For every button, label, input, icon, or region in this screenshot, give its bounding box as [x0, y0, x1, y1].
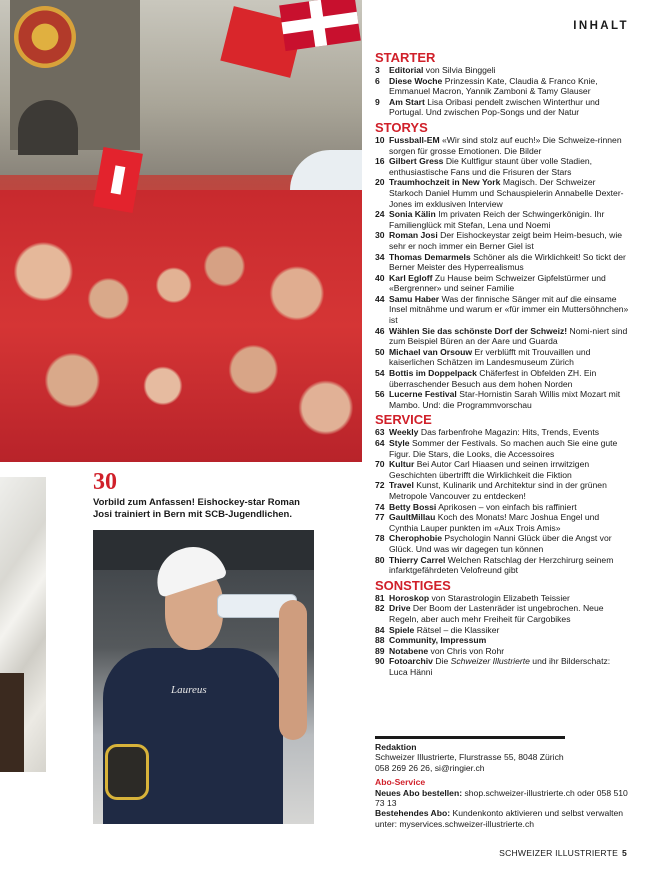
toc-entry: [375, 273, 630, 294]
toc-description: Magisch. Der Schweizer Starkoch Daniel Humm und Schauspielerin Annabelle Dexter-Jones im exklusiven Interview: [389, 177, 624, 209]
toc-entry: [375, 480, 630, 501]
toc-headline: Gilbert Gress: [389, 156, 444, 167]
toc-description: Rätsel – die Klassiker: [416, 624, 500, 635]
toc-page-number: 16: [375, 156, 385, 167]
toc-description: Was der finnische Sänger mit auf die einsame Insel mitnähme und warum er «für immer ein Muttersöhnchen» ist: [389, 293, 629, 326]
redaktion-label: Redaktion: [375, 742, 417, 752]
toc-page-number: 74: [375, 501, 385, 512]
abo-service-label: Abo-Service: [375, 777, 426, 788]
toc-headline: Style: [389, 438, 410, 448]
toc-entry: [375, 656, 630, 677]
toc-page-number: 46: [375, 325, 385, 336]
toc-description: Das farbenfrohe Magazin: Hits, Trends, Events: [420, 427, 600, 438]
toc-page-number: 89: [375, 645, 385, 656]
toc-entry: [375, 368, 630, 389]
toc-headline: Karl Egloff: [389, 272, 433, 283]
toc-entry: [375, 65, 630, 76]
page-footer: [499, 848, 627, 858]
toc-entry: [375, 97, 630, 118]
marble-dark-block: [0, 673, 24, 772]
toc-page-number: 9: [375, 96, 380, 107]
toc-headline: Sonia Kälin: [389, 209, 436, 220]
toc-page-number: 44: [375, 293, 385, 304]
existing-abo-text: Kundenkonto aktivieren und selbst verwalten unter: myservices.schweizer-illustrierte.ch: [375, 808, 624, 829]
toc-page-number: 90: [375, 656, 385, 667]
toc-page-number: 30: [375, 230, 385, 241]
new-abo-text: shop.schweizer-illustrierte.ch oder 058 510 73 13: [375, 787, 628, 809]
toc-page-number: 24: [375, 209, 385, 220]
toc-description: von Silvia Binggeli: [425, 65, 496, 75]
toc-headline: Lucerne Festival: [389, 389, 457, 400]
footer-page-number: 5: [622, 848, 627, 858]
toc-entry: [375, 326, 630, 347]
toc-description-after: und ihr Bilderschatz: Luca Hänni: [389, 656, 611, 677]
toc-description: von Chris von Rohr: [430, 645, 505, 656]
toc-page-number: 70: [375, 459, 385, 470]
toc-description: Sommer der Festivals. So machen auch Sie eine gute Figur. Die Stars, die Looks, die Accessoires: [389, 438, 618, 459]
section-title-sonstiges: SONSTIGES: [375, 577, 451, 593]
imprint-divider: [375, 736, 565, 739]
caption-text: Vorbild zum Anfassen! Eishockey-star Roman Josi trainiert in Bern mit SCB-Jugendlichen.: [93, 497, 300, 520]
toc-page-number: 81: [375, 592, 385, 603]
toc-description: Kunst, Kulinarik und Architektur sind in der grünen Metropole Vancouver zu entdecken!: [389, 480, 607, 501]
hockey-glove-icon: [105, 744, 149, 800]
toc-headline: Traumhochzeit in New York: [389, 177, 501, 188]
clock-icon: [14, 6, 76, 68]
toc-description: Welchen Ratschlag der Herzchirurg seinem infarktgefährdeten Velofreund gibt: [389, 554, 614, 576]
footer-magazine-name: SCHWEIZER ILLUSTRIERTE: [499, 848, 619, 858]
toc-entry: [375, 533, 630, 554]
toc-entry: [375, 230, 630, 251]
toc-description: Zu Hause beim Schweizer Gipfelstürmer und «Bergrenner» und seiner Familie: [389, 272, 606, 294]
toc-headline: Samu Haber: [389, 293, 440, 304]
toc-headline: Michael van Orsouw: [389, 346, 473, 357]
hero-photo-crowd: [0, 0, 362, 462]
hero-crowd-fans: [0, 190, 362, 462]
toc-entry: [375, 347, 630, 368]
photo-roman-josi: [93, 530, 314, 824]
toc-entry: [375, 625, 630, 636]
toc-headline: Bottis im Doppelpack: [389, 368, 477, 379]
redaktion-contact: 058 269 26 26, si@ringier.ch: [375, 762, 485, 773]
shirt-brand-logo: Laureus: [171, 684, 207, 696]
toc-page-number: 88: [375, 635, 385, 646]
toc-headline: Fussball-EM: [389, 134, 440, 145]
photo-arm: [279, 600, 307, 740]
toc-page-number: 10: [375, 134, 385, 145]
toc-entry: [375, 438, 630, 459]
toc-entry: [375, 512, 630, 533]
toc-entry: [375, 135, 630, 156]
toc-description: Schöner als die Wirklichkeit! So tickt der Berner Meister des Hyperrealismus: [389, 251, 626, 273]
toc-description: Die Kultfigur staunt über volle Stadien, enthusiastische Fans und die Frisuren der Stars: [389, 156, 593, 177]
toc-page-number: 50: [375, 346, 385, 357]
toc-description: Nomi-niert sind zum Beispiel Büren an der Aare und Guarda: [389, 325, 628, 347]
toc-description: von Starastrologin Elizabeth Teissier: [431, 592, 570, 603]
new-abo-label: Neues Abo bestellen:: [375, 787, 463, 798]
toc-headline: Editorial: [389, 65, 424, 75]
toc-page-number: 82: [375, 603, 385, 614]
toc-description: Der Boom der Lastenräder ist ungebrochen. Neue Regeln, aber auch mehr Freiheit für Cargobikes: [389, 603, 604, 624]
toc-description: Bei Autor Carl Hiaasen und seinen irrwitzigen Geschichten übertrifft die Wirklichkeit die Fiktion: [389, 459, 590, 480]
toc-headline: Kultur: [389, 459, 415, 470]
toc-entry: [375, 389, 630, 410]
toc-headline: Am Start: [389, 96, 425, 107]
existing-abo-label: Bestehendes Abo:: [375, 808, 451, 819]
toc-entry: [375, 252, 630, 273]
toc-entry: [375, 502, 630, 513]
toc-entry: [375, 76, 630, 97]
toc-page-number: 34: [375, 251, 385, 262]
toc-entry: [375, 603, 630, 624]
toc-page-number: 78: [375, 533, 385, 544]
hero-arch: [18, 100, 78, 155]
toc-headline: Betty Bossi: [389, 501, 437, 512]
toc-headline: Cherophobie: [389, 533, 442, 544]
toc-page-number: 40: [375, 272, 385, 283]
toc-headline: Wählen Sie das schönste Dorf der Schweiz!: [389, 325, 568, 336]
toc-page-number: 63: [375, 427, 385, 438]
toc-headline: Fotoarchiv: [389, 656, 433, 667]
toc-headline: Thierry Carrel: [389, 554, 446, 565]
toc-description: Psychologin Nanni Glück über die Angst vor Glück. Und was wir dagegen tun können: [389, 533, 612, 554]
toc-description: Chäferfest in Obfelden ZH. Ein überraschender Besuch aus dem hohen Norden: [389, 368, 597, 389]
toc-headline: Spiele: [389, 624, 415, 635]
toc-headline: Roman Josi: [389, 230, 438, 241]
toc-page-number: 84: [375, 624, 385, 635]
toc-entry: [375, 646, 630, 657]
caption-page-number: 30: [93, 469, 117, 495]
toc-page-number: 54: [375, 368, 385, 379]
toc-entry: [375, 209, 630, 230]
toc-headline: Weekly: [389, 427, 419, 438]
toc-entry: [375, 427, 630, 438]
imprint-box: [375, 742, 630, 829]
toc-headline: Community, Impressum: [389, 635, 487, 646]
toc-description-italic: Schweizer Illustrierte: [450, 656, 530, 667]
section-title-starter: STARTER: [375, 50, 436, 65]
toc-headline: Thomas Demarmels: [389, 251, 471, 262]
toc-headline: Notabene: [389, 645, 429, 656]
new-abo-line: [375, 788, 630, 809]
toc-page-number: 80: [375, 554, 385, 565]
toc-entry: [375, 459, 630, 480]
toc-page-number: 20: [375, 177, 385, 188]
toc-headline: Diese Woche: [389, 75, 443, 86]
toc-entry: [375, 294, 630, 326]
section-title-service: SERVICE: [375, 412, 432, 428]
toc-description: Prinzessin Kate, Claudia & Franco Knie, Emmanuel Macron, Yannik Zamboni & Tamy Glauser: [389, 75, 598, 97]
toc-page-number: 64: [375, 438, 385, 448]
toc-entry: [375, 177, 630, 209]
toc-page-number: 6: [375, 75, 380, 86]
toc-entry: [375, 635, 630, 646]
toc-headline: GaultMillau: [389, 512, 436, 523]
toc-description: «Wir sind stolz auf euch!» Die Schweize-rinnen sorgen für grosse Emotionen. Die Bilder: [389, 134, 622, 156]
toc-description: Koch des Monats! Marc Joshua Engel und Cynthia Lauper punkten im «Aux Trois Amis»: [389, 512, 600, 533]
toc-headline: Horoskop: [389, 592, 430, 603]
toc-description: Im privaten Reich der Schwingerkönigin. Ihr Familienglück mit Stefan, Lena und Noemi: [389, 209, 605, 230]
toc-entry: [375, 555, 630, 576]
section-title-storys: STORYS: [375, 119, 428, 135]
page-label-inhalt: INHALT: [573, 20, 629, 32]
toc-headline: Travel: [389, 480, 414, 491]
redaktion-address: Schweizer Illustrierte, Flurstrasse 55, 8048 Zürich: [375, 752, 564, 763]
toc-description: Der Eishockeystar zeigt beim Heim-besuch, wie sehr er noch immer ein Berner Giel ist: [389, 230, 623, 251]
toc-description: Er verblüfft mit Trouvaillen und kaiserlichen Schätzen im Landesmuseum Zürich: [389, 346, 591, 368]
toc-page-number: 56: [375, 389, 385, 400]
table-of-contents: [375, 48, 630, 677]
toc-page-number: 3: [375, 65, 380, 75]
marble-photo-edge: [0, 477, 46, 772]
toc-description: Lisa Oribasi pendelt zwischen Winterthur und Portugal. Und zwischen Pop-Songs und der Natur: [389, 96, 600, 118]
toc-page-number: 72: [375, 480, 385, 491]
toc-entry: [375, 156, 630, 177]
toc-description: Star-Hornistin Sarah Willis mixt Mozart mit Mambo. Und: die Programmvorschau: [389, 389, 621, 410]
existing-abo-line: [375, 808, 630, 829]
toc-entry: [375, 593, 630, 604]
toc-description: Die: [435, 656, 451, 667]
toc-description: Aprikosen – von einfach bis raffiniert: [438, 501, 577, 512]
toc-headline: Drive: [389, 603, 411, 614]
toc-page-number: 77: [375, 512, 385, 523]
